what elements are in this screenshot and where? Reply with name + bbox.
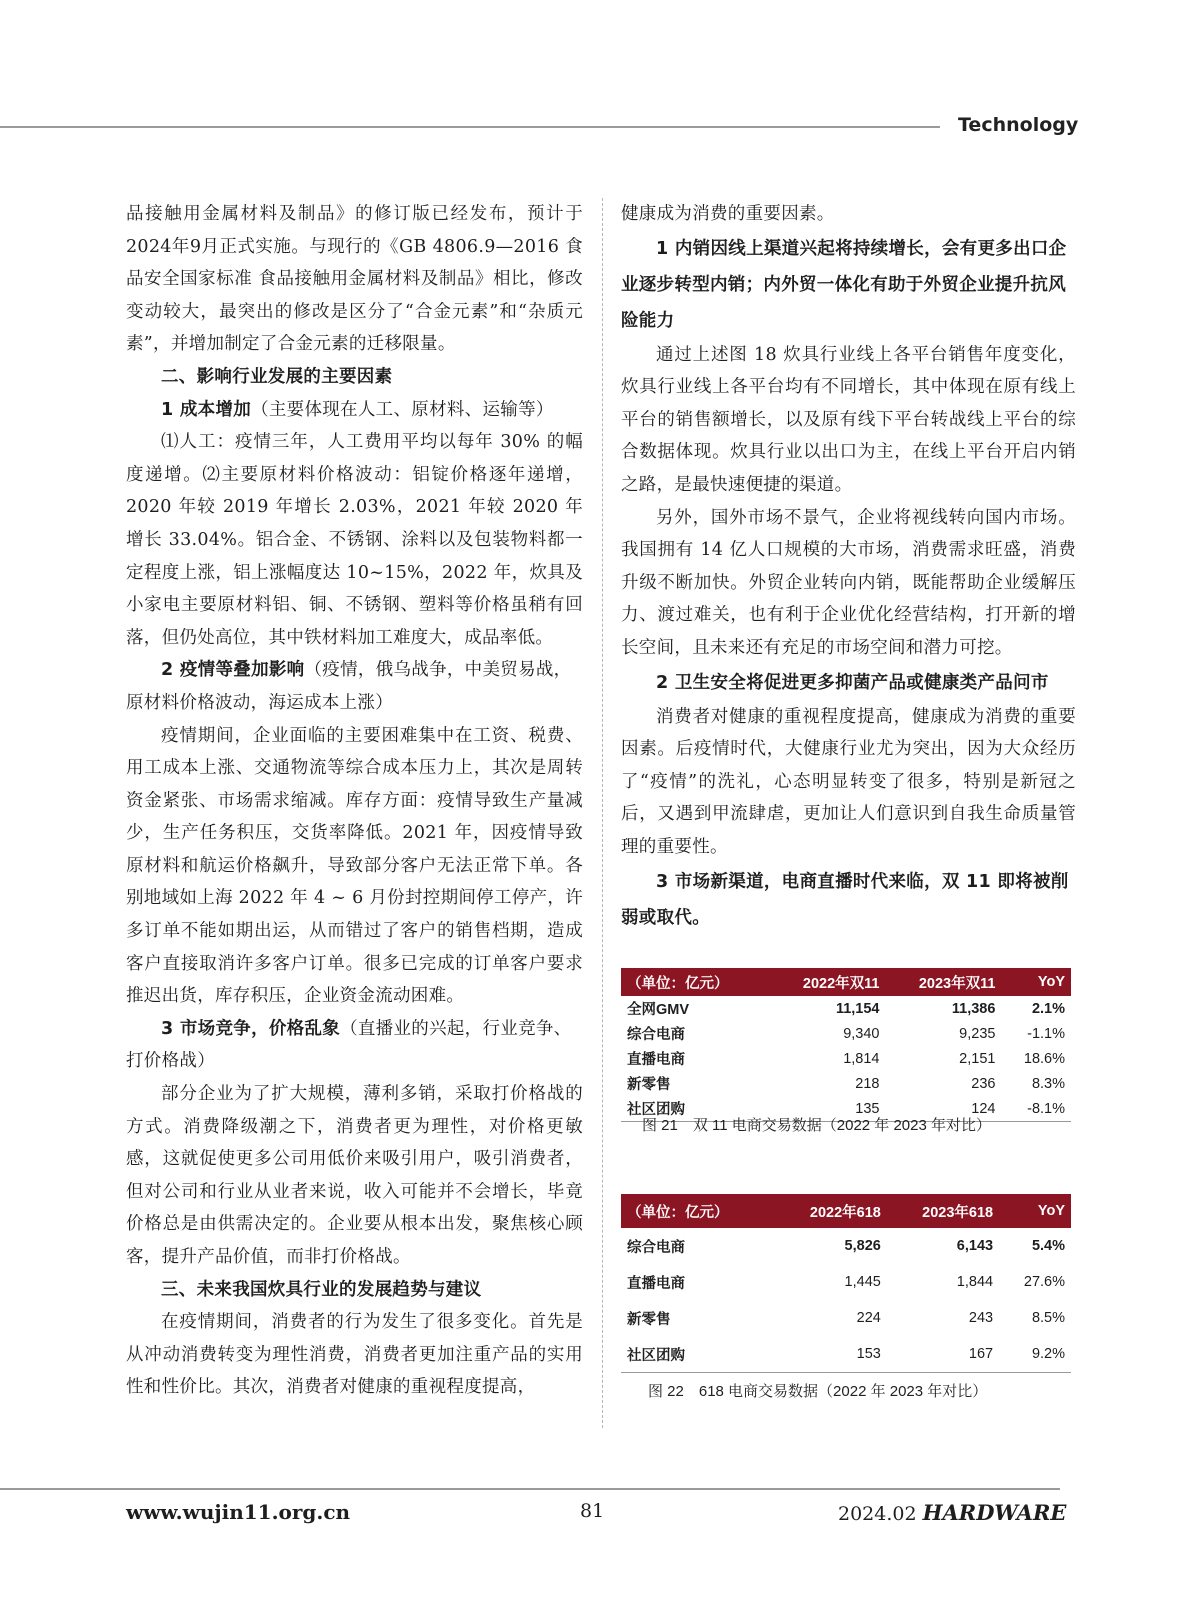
subsection-heading: 1 内销因线上渠道兴起将持续增长，会有更多出口企业逐步转型内销；内外贸一体化有助于外贸企业提升抗风险能力	[621, 238, 1067, 331]
table-cell: 167	[887, 1336, 999, 1373]
table-cell: 新零售	[627, 1077, 671, 1093]
footer-url: www.wujin11.org.cn	[126, 1500, 351, 1524]
paragraph: 疫情期间，企业面临的主要困难集中在工资、税费、用工成本上涨、交通物流等综合成本压力上，其次是周转资金紧张、市场需求缩减。库存方面：疫情导致生产量减少，生产任务积压，交货率降低。2021 年，因疫情导致原材料和航运价格飙升，导致部分客户无法正常下单。各别地域如上海 2022 年 4 ~ 6 月份封控期间停工停产，许多订单不能如期出运，从而错过了客户的销售档期，造成客户直接取消许多客户订单。很多已完成的订单客户要求推迟出货，库存积压，企业资金流动困难。	[126, 725, 583, 1007]
magazine-name: HARDWARE	[922, 1500, 1067, 1525]
paragraph: ⑴人工：疫情三年，人工费用平均以每年 30% 的幅度递增。⑵主要原材料价格波动：铝锭价格逐年递增，2020 年较 2019 年增长 2.03%，2021 年较 2020 年增长 33.04%。铝合金、不锈钢、涂料以及包装物料都一定程度上涨，铝上涨幅度达 10~15%，2022 年，炊具及小家电主要原材料铝、铜、不锈钢、塑料等价格虽稍有回落，但仍处高位，其中铁材料加工难度大，成品率低。	[126, 432, 583, 648]
table-cell: 全网GMV	[627, 1002, 690, 1018]
table-cell: 218	[855, 1075, 880, 1092]
subsection-note: （疫情，俄乌战争，中美贸易战，原材料价格波动，海运成本上涨）	[126, 660, 572, 713]
table-cell: 224	[856, 1310, 881, 1326]
paragraph: 在疫情期间，消费者的行为发生了很多变化。首先是从冲动消费转变为理性消费，消费者更加注重产品的实用性和性价比。其次，消费者对健康的重视程度提高，	[126, 1312, 583, 1398]
table-cell: 27.6%	[1023, 1274, 1065, 1290]
table-cell: 11,154	[835, 1000, 880, 1017]
column-header: （单位：亿元）	[627, 1204, 729, 1221]
table-row	[621, 996, 1071, 1021]
table-cell: 9,340	[843, 1025, 880, 1042]
footer-rule	[0, 1488, 1060, 1490]
left-column	[126, 198, 583, 1404]
table-cell: 2,151	[959, 1050, 996, 1067]
618-table	[621, 1194, 1071, 1373]
figure-caption: 图 22 618 电商交易数据（2022 年 2023 年对比）	[648, 1383, 988, 1400]
header-rule	[0, 126, 940, 128]
table-cell: 直播电商	[627, 1052, 685, 1068]
table-row	[621, 1264, 1071, 1300]
column-header: 2023年双11	[918, 975, 996, 992]
table-cell: 2.1%	[1031, 1000, 1065, 1017]
table-cell: 11,386	[951, 1000, 996, 1017]
paragraph: 另外，国外市场不景气，企业将视线转向国内市场。我国拥有 14 亿人口规模的大市场，消费需求旺盛，消费升级不断加快。外贸企业转向内销，既能帮助企业缓解压力、渡过难关，也有利于企业优化经营结构，打开新的增长空间，且未来还有充足的市场空间和潜力可挖。	[621, 507, 1076, 658]
section-heading: 三、未来我国炊具行业的发展趋势与建议	[161, 1279, 482, 1300]
column-header: （单位：亿元）	[627, 975, 729, 992]
column-header: 2022年双11	[802, 975, 880, 992]
table-cell: 直播电商	[627, 1275, 685, 1292]
column-header: YoY	[1037, 1203, 1065, 1219]
section-heading: 二、影响行业发展的主要因素	[161, 366, 393, 387]
footer-issue	[838, 1500, 1066, 1525]
subsection-heading: 2 卫生安全将促进更多抑菌产品或健康类产品问市	[656, 672, 1049, 693]
table-cell: -8.1%	[1001, 1096, 1071, 1122]
table-cell: 1,445	[844, 1274, 881, 1290]
column-header: YoY	[1037, 974, 1065, 990]
table-cell: 135	[770, 1096, 886, 1122]
table-cell: 社区团购	[621, 1096, 770, 1122]
subsection-title: 1 成本增加	[161, 399, 252, 420]
subsection-title: 2 疫情等叠加影响	[161, 660, 305, 681]
figure-caption: 图 21 双 11 电商交易数据（2022 年 2023 年对比）	[642, 1117, 992, 1134]
table-cell: 综合电商	[627, 1239, 685, 1256]
paragraph: 健康成为消费的重要因素。	[621, 204, 835, 224]
table-cell: 8.5%	[1031, 1310, 1065, 1326]
paragraph: 通过上述图 18 炊具行业线上各平台销售年度变化，炊具行业线上各平台均有不同增长，其中体现在原有线上平台的销售额增长，以及原有线下平台转战线上平台的综合数据体现。炊具行业以出口为主，在线上平台开启内销之路，是最快速便捷的渠道。	[621, 344, 1076, 495]
subsection-heading	[126, 1013, 583, 1078]
table-cell: 1,844	[956, 1274, 994, 1290]
table-row	[621, 1300, 1071, 1336]
table-cell: 社区团购	[621, 1336, 775, 1373]
subsection-note: （主要体现在人工、原材料、运输等）	[251, 399, 554, 420]
issue-date: 2024.02	[838, 1503, 917, 1525]
table-cell: 9.2%	[999, 1336, 1071, 1373]
table-cell: 1,814	[843, 1050, 880, 1067]
table-cell: 243	[968, 1310, 994, 1326]
table-row	[621, 1021, 1071, 1046]
subsection-heading	[126, 394, 583, 427]
right-column	[621, 198, 1076, 936]
column-divider	[602, 198, 603, 1428]
table-cell: 6,143	[956, 1238, 994, 1254]
column-header: 2022年618	[809, 1204, 881, 1221]
table-row	[621, 1071, 1071, 1096]
section-tag: Technology	[958, 114, 1079, 136]
subsection-heading: 3 市场新渠道，电商直播时代来临，双 11 即将被削弱或取代。	[621, 871, 1069, 928]
table-row	[621, 1046, 1071, 1071]
subsection-title: 3 市场竞争，价格乱象	[161, 1018, 341, 1039]
table-cell: 5.4%	[1031, 1238, 1065, 1254]
subsection-heading	[126, 654, 583, 719]
table-cell: 236	[971, 1075, 996, 1092]
table-cell: -1.1%	[1027, 1025, 1065, 1042]
table-cell: 8.3%	[1031, 1075, 1065, 1092]
table-header-row	[621, 1194, 1071, 1228]
table-cell: 5,826	[844, 1238, 881, 1254]
table-cell: 124	[886, 1096, 1002, 1122]
table-cell: 新零售	[627, 1311, 671, 1328]
paragraph: 品接触用金属材料及制品》的修订版已经发布，预计于2024年9月正式实施。与现行的《GB 4806.9—2016 食品安全国家标准 食品接触用金属材料及制品》相比，修改变动较大，最突出的修改是区分了“合金元素”和“杂质元素”，并增加制定了合金元素的迁移限量。	[126, 204, 583, 355]
paragraph: 消费者对健康的重视程度提高，健康成为消费的重要因素。后疫情时代，大健康行业尤为突出，因为大众经历了“疫情”的洗礼，心态明显转变了很多，特别是新冠之后，又遇到甲流肆虐，更加让人们意识到自我生命质量管理的重要性。	[621, 706, 1076, 857]
column-header: 2023年618	[922, 1204, 994, 1221]
table-cell: 综合电商	[627, 1027, 685, 1043]
table-row	[621, 1336, 1071, 1373]
table-cell: 153	[775, 1336, 887, 1373]
table-header-row	[621, 968, 1071, 996]
table-cell: 18.6%	[1023, 1050, 1065, 1067]
double11-table	[621, 968, 1071, 1122]
paragraph: 部分企业为了扩大规模，薄利多销，采取打价格战的方式。消费降级潮之下，消费者更为理性，对价格更敏感，这就促使更多公司用低价来吸引用户，吸引消费者，但对公司和行业从业者来说，收入可能并不会增长，毕竟价格总是由供需决定的。企业要从根本出发，聚焦核心顾客，提升产品价值，而非打价格战。	[126, 1084, 583, 1267]
page-number: 81	[580, 1500, 605, 1522]
subsection-note: （直播业的兴起，行业竞争、打价格战）	[126, 1018, 572, 1072]
table-row	[621, 1228, 1071, 1264]
table-cell: 9,235	[959, 1025, 996, 1042]
